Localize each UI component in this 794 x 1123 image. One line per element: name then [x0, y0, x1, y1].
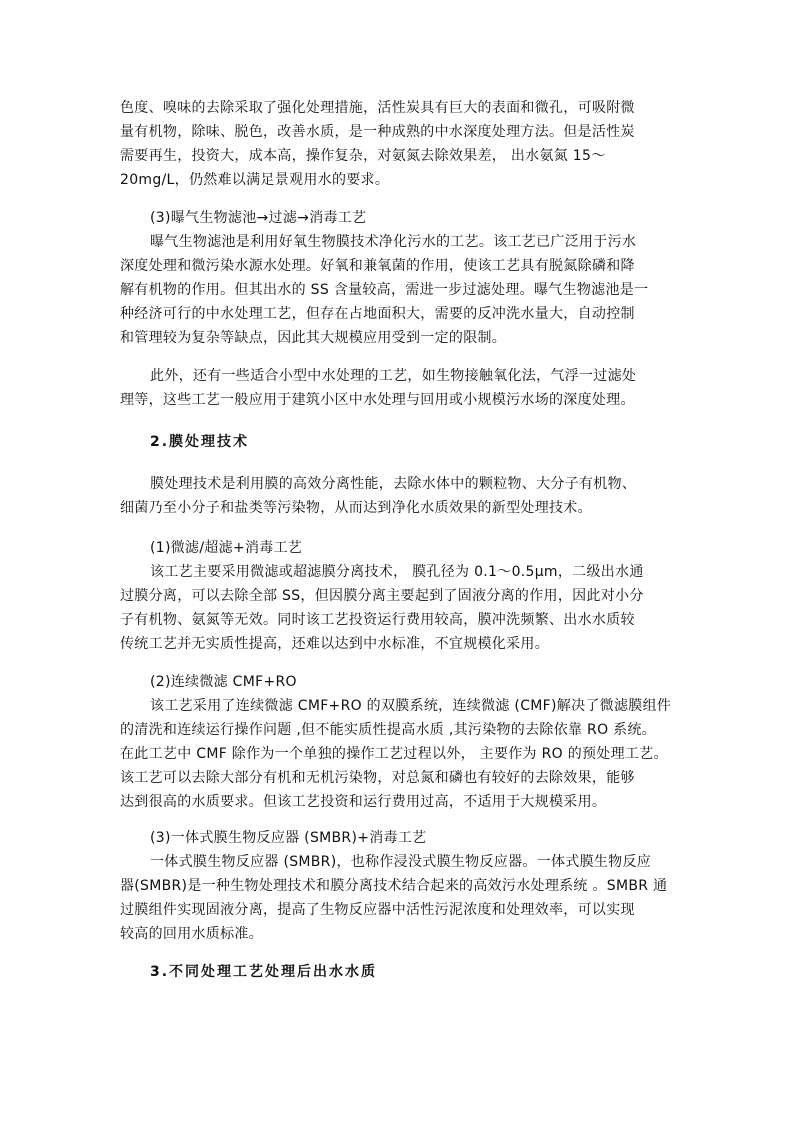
- text-line: 细菌乃至小分子和盐类等污染物，从而达到净化水质效果的新型处理技术。: [120, 500, 592, 516]
- text-line: 该工艺可以去除大部分有机和无机污染物，对总氮和磷也有较好的去除效果，能够: [120, 770, 635, 786]
- sub-2-cmf-ro: [120, 670, 680, 814]
- text-line: 过膜分离，可以去除全部 SS，但因膜分离主要起到了固液分离的作用，因此对小分: [120, 588, 644, 604]
- text-line: 曝气生物滤池是利用好氧生物膜技术净化污水的工艺。该工艺已广泛用于污水: [150, 234, 637, 250]
- section-3-aerated-biofilter: [120, 206, 680, 350]
- text-line: 较高的回用水质标准。: [120, 926, 263, 942]
- text-line: 该工艺采用了连续微滤 CMF+RO 的双膜系统，连续微滤 (CMF)解决了微滤膜组件: [150, 698, 672, 714]
- text-line: 传统工艺并无实质性提高，还难以达到中水标准，不宜规模化采用。: [120, 636, 549, 652]
- section-title: (3)曝气生物滤池→过滤→消毒工艺: [150, 210, 367, 226]
- text-line: 子有机物、氨氮等无效。同时该工艺投资运行费用较高，膜冲洗频繁、出水水质较: [120, 612, 635, 628]
- sub-3-smbr: [120, 826, 680, 946]
- text-line: 膜处理技术是利用膜的高效分离性能，去除水体中的颗粒物、大分子有机物、: [150, 476, 637, 492]
- intro-paragraph: [120, 96, 680, 192]
- text-line: 达到很高的水质要求。但该工艺投资和运行费用过高，不适用于大规模采用。: [120, 794, 607, 810]
- section-heading: 3.不同处理工艺处理后出水水质: [150, 964, 378, 980]
- text-line: 深度处理和微污染水源水处理。好氧和兼氧菌的作用，使该工艺具有脱氮除磷和降: [120, 258, 635, 274]
- text-line: 需要再生，投资大，成本高，操作复杂，对氨氮去除效果差， 出水氨氮 15～: [120, 148, 606, 164]
- text-line: 在此工艺中 CMF 除作为一个单独的操作工艺过程以外， 主要作为 RO 的预处理工艺。: [120, 746, 668, 762]
- membrane-intro-paragraph: [120, 472, 680, 520]
- text-line: 一体式膜生物反应器 (SMBR)，也称作浸没式膜生物反应器。一体式膜生物反应: [150, 854, 652, 870]
- text-line: 过膜组件实现固液分离，提高了生物反应器中活性污泥浓度和处理效率，可以实现: [120, 902, 635, 918]
- sub-1-mf-uf: [120, 536, 680, 656]
- subsection-title: (2)连续微滤 CMF+RO: [150, 674, 297, 690]
- subsection-title: (3)一体式膜生物反应器 (SMBR)+消毒工艺: [150, 830, 427, 846]
- text-line: 此外，还有一些适合小型中水处理的工艺，如生物接触氧化法，气浮一过滤处: [150, 368, 637, 384]
- text-line: 该工艺主要采用微滤或超滤膜分离技术， 膜孔径为 0.1～0.5μm，二级出水通: [150, 564, 644, 580]
- text-line: 和管理较为复杂等缺点，因此其大规模应用受到一定的限制。: [120, 330, 507, 346]
- text-line: 20mg/L，仍然难以满足景观用水的要求。: [120, 172, 390, 188]
- membrane-heading-block: [120, 430, 680, 454]
- text-line: 器(SMBR)是一种生物处理技术和膜分离技术结合起来的高效污水处理系统 。SMBR 通: [120, 878, 668, 894]
- other-processes-paragraph: [120, 364, 680, 412]
- text-line: 量有机物，除味、脱色，改善水质，是一种成熟的中水深度处理方法。但是活性炭: [120, 124, 635, 140]
- text-line: 色度、嗅味的去除采取了强化处理措施，活性炭具有巨大的表面和微孔，可吸附微: [120, 100, 635, 116]
- text-line: 的清洗和连续运行操作问题 ,但不能实质性提高水质 ,其污染物的去除依靠 RO 系统。: [120, 722, 657, 738]
- water-quality-heading-block: [120, 960, 680, 984]
- text-line: 理等，这些工艺一般应用于建筑小区中水处理与回用或小规模污水场的深度处理。: [120, 392, 635, 408]
- section-heading: 2.膜处理技术: [150, 434, 250, 450]
- text-line: 解有机物的作用。但其出水的 SS 含量较高，需进一步过滤处理。曝气生物滤池是一: [120, 282, 649, 298]
- subsection-title: (1)微滤/超滤+消毒工艺: [150, 540, 303, 556]
- text-line: 种经济可行的中水处理工艺，但存在占地面积大，需要的反冲洗水量大，自动控制: [120, 306, 635, 322]
